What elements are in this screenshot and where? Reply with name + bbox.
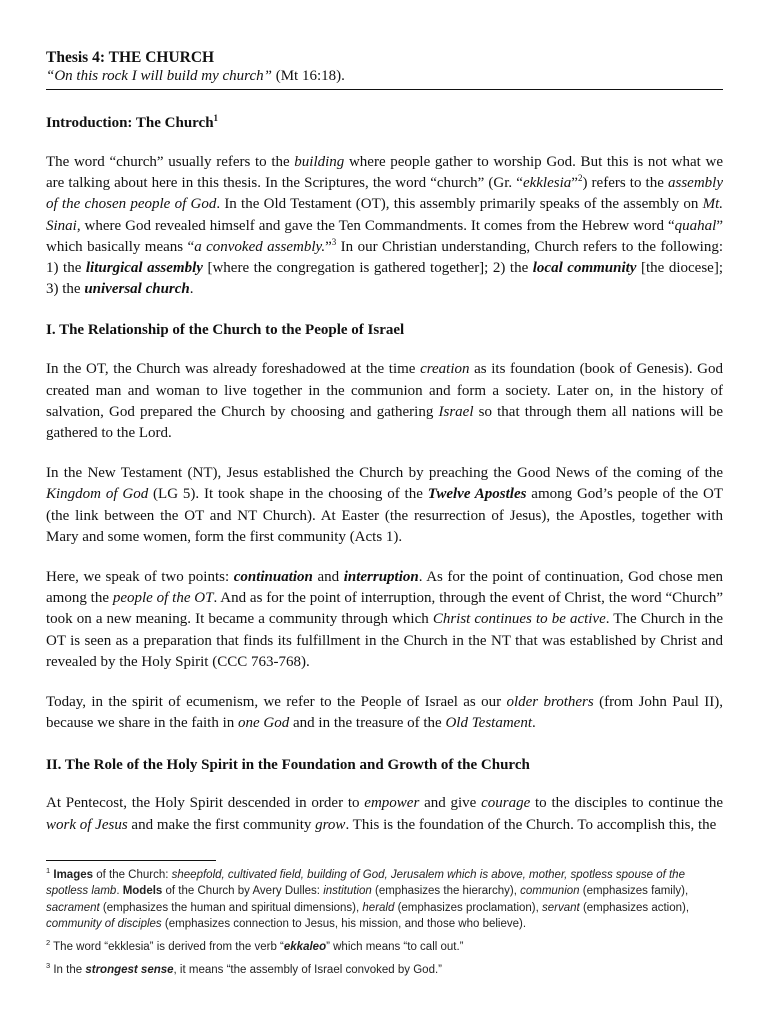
footnote-ref-3: 3 <box>331 236 337 247</box>
footnote-3: $^3$ In the strongest sense, it means “the assembly of Israel convoked by God.” <box>46 961 442 977</box>
footnotes <box>46 860 723 986</box>
section-1-paragraph-2: In the New Testament (NT), Jesus established the Church by preaching the Good News of the coming of the Kingdom of God (LG 5). It took shape in the choosing of the Twelve Apostles among God’s people of the OT (the link between the OT and NT Church). At Easter (the resurrection of Jesus), the Apostles, together with Mary and some women, form the first community (Acts 1). <box>46 465 723 545</box>
section-1-paragraph-4: Today, in the spirit of ecumenism, we refer to the People of Israel as our older brothers (from John Paul II), because we share in the faith in one God and in the treasure of the Old Testament. <box>46 694 723 732</box>
intro-heading: Introduction: The Church$^1$ <box>46 113 219 131</box>
footnote-1: $^1$ Images of the Church: sheepfold, cultivated field, building of God, Jerusalem which is above, mother, spotless spouse of the spotless lamb. Models of the Church by Avery Dulles: institution (emphasizes the hierarchy), communion (emphasizes family), sacrament (emphasizes the human and spiritual dimensions), herald (emphasizes proclamation), servant (emphasizes action), community of disciples (emphasizes connection to Jesus, his mission, and those who believe). <box>46 866 690 930</box>
footnote-2: $^2$ The word “ekklesia” is derived from the verb “ekkaleo” which means “to call out.” <box>46 938 464 954</box>
epigraph-quote: “On this rock I will build my church” <box>46 68 272 84</box>
section-1-paragraph-1: In the OT, the Church was already foreshadowed at the time creation as its foundation (book of Genesis). God created man and woman to live together in the communion and form a society. Later on, in the history of salvation, God prepared the Church by choosing and gathering Israel so that through them all nations will be gathered to the Lord. <box>46 361 724 442</box>
section-1-paragraph-3: Here, we speak of two points: continuation and interruption. As for the point of continuation, God chose men among the people of the OT. And as for the point of interruption, through the event of Christ, the word “Church” took on a new meaning. It became a community through which Christ continues to be active. The Church in the OT is seen as a preparation that finds its fulfillment in the Church in the NT that was established by Christ and revealed by the Holy Spirit (CCC 763-768). <box>46 569 723 670</box>
epigraph-reference: (Mt 16:18). <box>275 68 345 84</box>
footnote-ref-2: 2 <box>577 173 583 184</box>
document-page <box>46 40 723 836</box>
header-rule <box>46 89 723 90</box>
section-1-heading: I. The Relationship of the Church to the People of Israel <box>46 322 405 339</box>
thesis-label: Thesis 4: <box>46 49 105 66</box>
footnote-separator <box>46 860 216 861</box>
section-2-heading: II. The Role of the Holy Spirit in the Foundation and Growth of the Church <box>46 757 530 774</box>
intro-paragraph: The word “church” usually refers to the building where people gather to worship God. But this is not what we are talking about here in this thesis. In the Scriptures, the word “church” (Gr. “ekklesia”$^2$) refers to the assembly of the chosen people of God. In the Old Testament (OT), this assembly primarily speaks of the assembly on Mt. Sinai, where God revealed himself and gave the Ten Commandments. It comes from the Hebrew word “quahal” which basically means “a convoked assembly.”$^3$ In our Christian understanding, Church refers to the following: 1) the liturgical assembly [where the congregation is gathered together]; 2) the local community [the diocese]; 3) the universal church. <box>46 154 723 298</box>
section-2-paragraph-1: At Pentecost, the Holy Spirit descended in order to empower and give courage to the disciples to continue the work of Jesus and make the first community grow. This is the foundation of the Church. To accomplish this, the <box>46 795 723 833</box>
thesis-title <box>46 48 723 67</box>
epigraph <box>46 67 723 86</box>
footnote-ref-1: 1 <box>213 113 219 123</box>
thesis-name: THE CHURCH <box>108 49 215 66</box>
